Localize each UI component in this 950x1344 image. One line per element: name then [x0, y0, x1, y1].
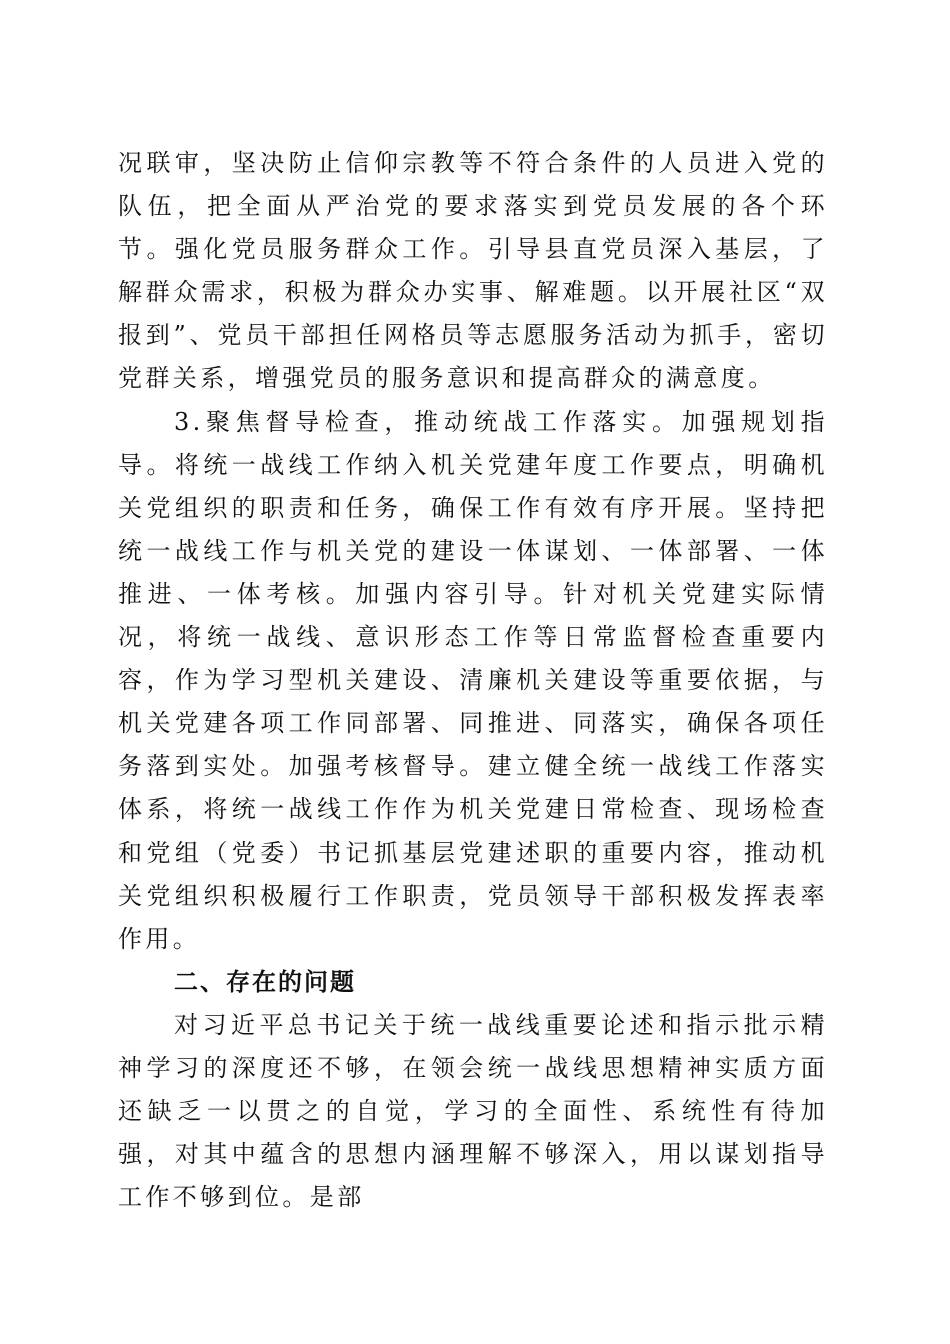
paragraph-problems: 对习近平总书记关于统一战线重要论述和指示批示精神学习的深度还不够，在领会统一战线思想精神实质方面还缺乏一以贯之的自觉，学习的全面性、系统性有待加强，对其中蕴含的思想内涵理解不够深入，用以谋划指导工作不够到位。是部: [118, 1010, 828, 1212]
document-body: [118, 142, 828, 1219]
paragraph-continued: 况联审，坚决防止信仰宗教等不符合条件的人员进入党的队伍，把全面从严治党的要求落实到党员发展的各个环节。强化党员服务群众工作。引导县直党员深入基层，了解群众需求，积极为群众办实事、解难题。以开展社区“双报到”、党员干部担任网格员等志愿服务活动为抓手，密切党群关系，增强党员的服务意识和提高群众的满意度。: [118, 149, 828, 393]
section-heading-problems: 二、存在的问题: [174, 967, 356, 996]
paragraph-3-supervision: 3.聚焦督导检查，推动统战工作落实。加强规划指导。将统一战线工作纳入机关党建年度工作要点，明确机关党组织的职责和任务，确保工作有效有序开展。坚持把统一战线工作与机关党的建设一体谋划、一体部署、一体推进、一体考核。加强内容引导。针对机关党建实际情况，将统一战线、意识形态工作等日常监督检查重要内容，作为学习型机关建设、清廉机关建设等重要依据，与机关党建各项工作同部署、同推进、同落实，确保各项任务落到实处。加强考核督导。建立健全统一战线工作落实体系，将统一战线工作作为机关党建日常检查、现场检查和党组（党委）书记抓基层党建述职的重要内容，推动机关党组织积极履行工作职责，党员领导干部积极发挥表率作用。: [118, 407, 828, 953]
